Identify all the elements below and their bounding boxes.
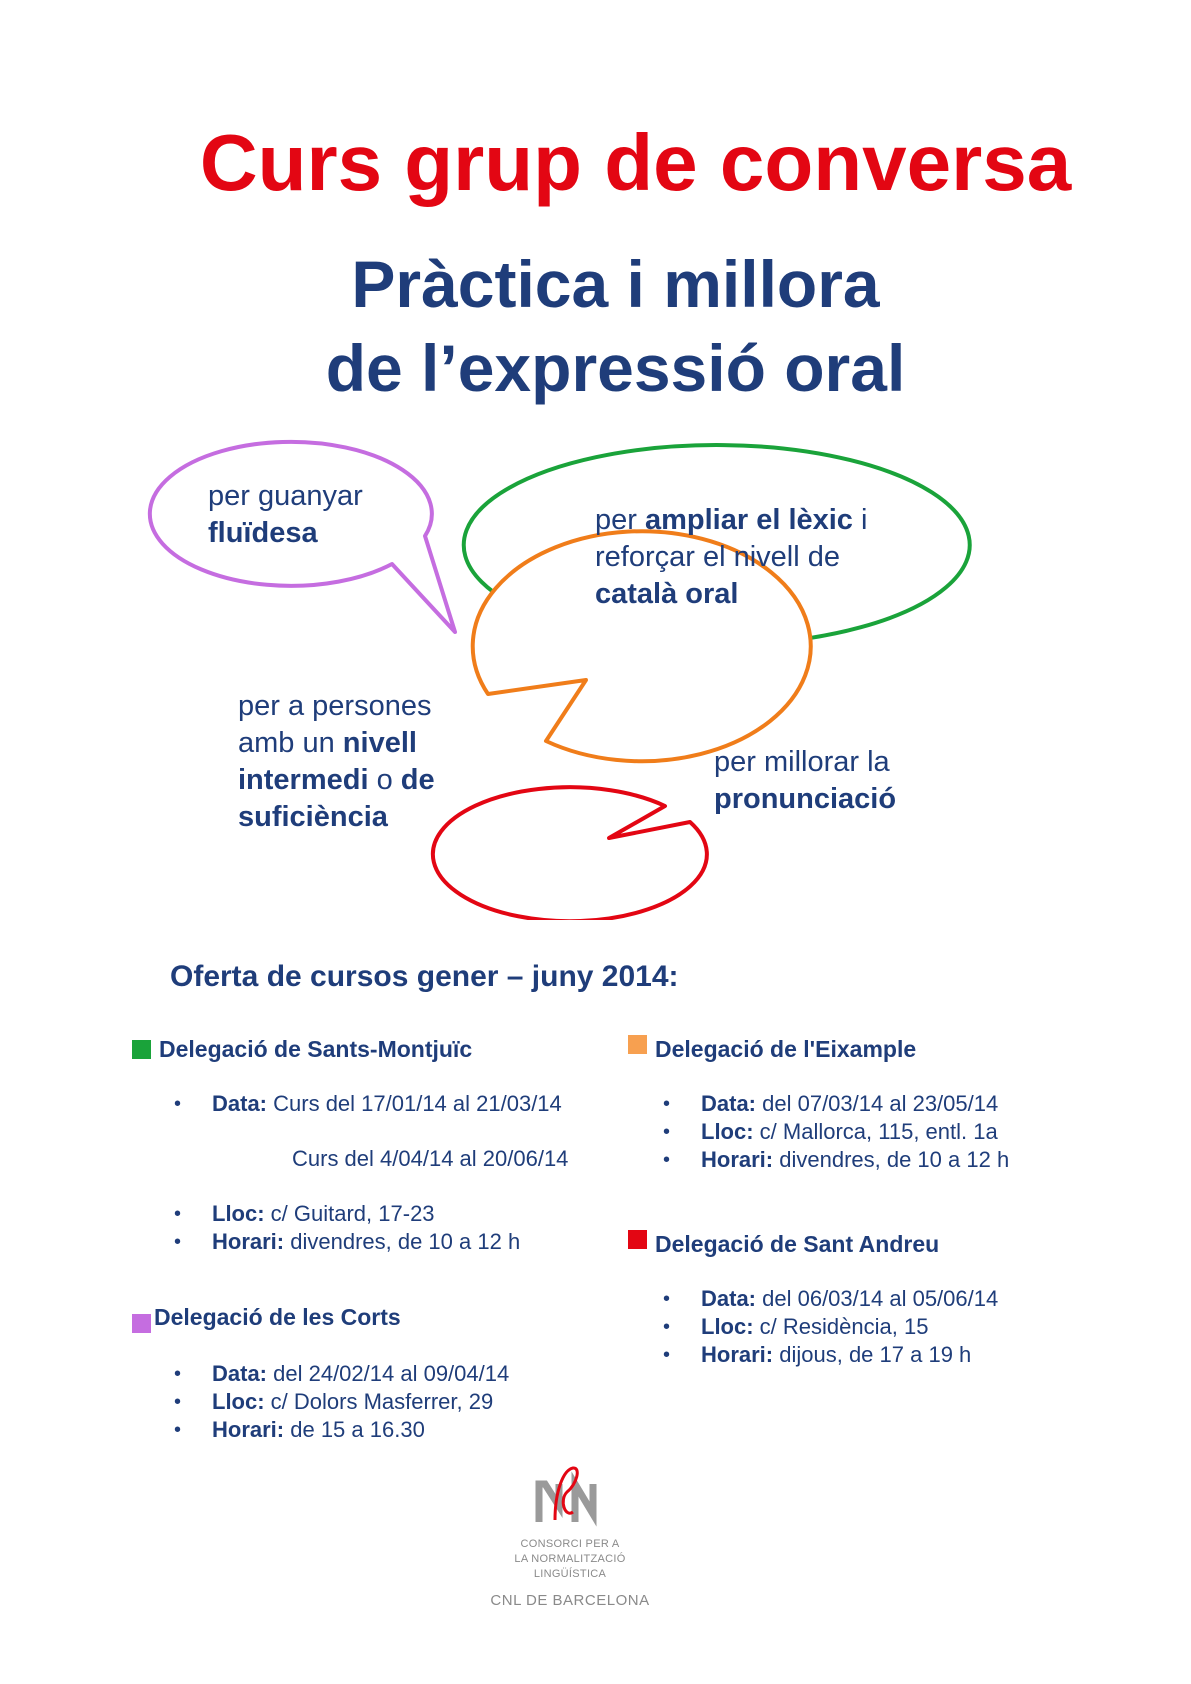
section-heading: Delegació de l'Eixample <box>628 1036 1009 1063</box>
offer-heading: Oferta de cursos gener – juny 2014: <box>170 960 679 993</box>
bubble-pronunciacio-text: per millorar la pronunciació <box>714 746 897 815</box>
bubble-pronunciacio-shape <box>433 787 707 920</box>
logo-cnl: CNL DE BARCELONA <box>490 1592 650 1609</box>
list-item-horari: • Horari: dijous, de 17 a 19 h <box>663 1341 998 1369</box>
list-item-data: • Data: del 24/02/14 al 09/04/14 <box>174 1360 509 1388</box>
orange-square-icon <box>628 1035 647 1054</box>
list-item-lloc: • Lloc: c/ Dolors Masferrer, 29 <box>174 1388 509 1416</box>
list-item-lloc: • Lloc: c/ Residència, 15 <box>663 1313 998 1341</box>
green-square-icon <box>132 1040 151 1059</box>
bubble-lexic-text: per ampliar el lèxic i reforçar el nivell de català oral <box>595 504 868 610</box>
section-les-corts <box>132 1302 509 1444</box>
logo-line-3: LINGÜÍSTICA <box>533 1568 607 1580</box>
list-item-data: • Data: del 07/03/14 al 23/05/14 <box>663 1090 1009 1118</box>
cnl-logo <box>470 1462 670 1609</box>
purple-square-icon <box>132 1314 151 1333</box>
list-item-horari: • Horari: divendres, de 10 a 12 h <box>174 1228 568 1256</box>
list-item-lloc: • Lloc: c/ Mallorca, 115, entl. 1a <box>663 1118 1009 1146</box>
page-title: Curs grup de conversa <box>199 118 1072 207</box>
list-item-lloc: • Lloc: c/ Guitard, 17-23 <box>174 1200 568 1228</box>
bubble-persones-text: per a persones amb un nivell intermedi o de suficiència <box>238 690 435 833</box>
list-item-data: • Data: Curs del 17/01/14 al 21/03/14 <box>174 1090 568 1118</box>
logo-line-1: CONSORCI PER A <box>520 1538 620 1550</box>
list-item-horari: • Horari: de 15 a 16.30 <box>174 1416 509 1444</box>
bubble-fluidesa-text: per guanyar fluïdesa <box>208 480 363 549</box>
section-sant-andreu <box>628 1231 998 1369</box>
subtitle-line-2: de l’expressió oral <box>325 331 906 405</box>
logo-line-2: LA NORMALITZACIÓ <box>514 1553 626 1565</box>
list-item-data-continued: Curs del 4/04/14 al 20/06/14 <box>292 1146 569 1171</box>
section-eixample <box>628 1036 1009 1174</box>
subtitle-line-1: Pràctica i millora <box>351 247 880 321</box>
section-sants-montjuic <box>132 1036 568 1256</box>
section-heading: Delegació de Sants-Montjuïc <box>132 1036 568 1063</box>
section-heading: Delegació de Sant Andreu <box>628 1231 998 1258</box>
list-item-horari: • Horari: divendres, de 10 a 12 h <box>663 1146 1009 1174</box>
list-item-data: • Data: del 06/03/14 al 05/06/14 <box>663 1285 998 1313</box>
cnl-logo-icon <box>525 1462 615 1532</box>
red-square-icon <box>628 1230 647 1249</box>
section-heading: Delegació de les Corts <box>132 1302 509 1333</box>
